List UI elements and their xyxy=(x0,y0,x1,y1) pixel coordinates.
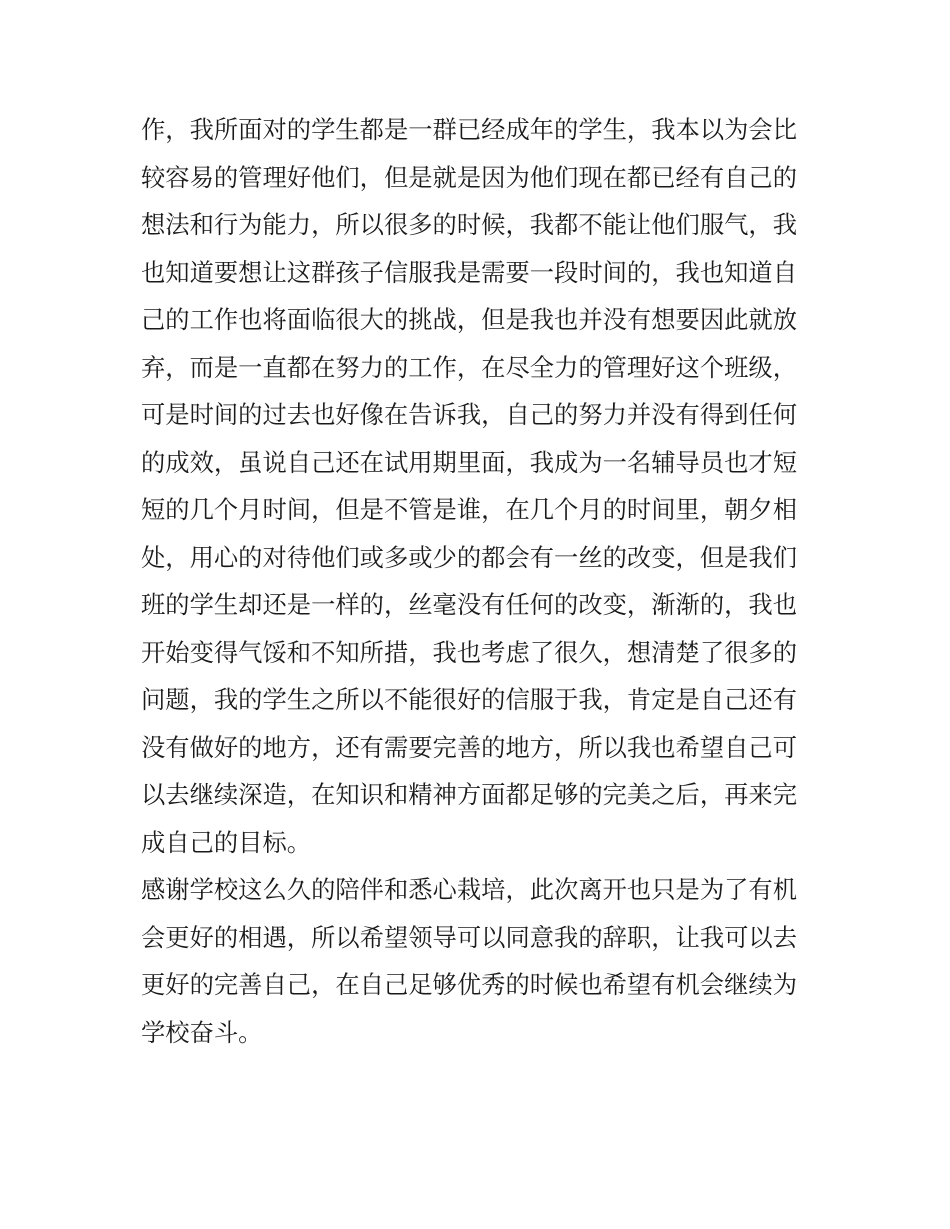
text-line: 弃，而是一直都在努力的工作，在尽全力的管理好这个班级， xyxy=(141,352,798,382)
text-line: 短的几个月时间，但是不管是谁，在几个月的时间里，朝夕相 xyxy=(141,495,798,524)
text-line: 可是时间的过去也好像在告诉我，自己的努力并没有得到任何 xyxy=(141,400,798,429)
text-line: 问题，我的学生之所以不能很好的信服于我，肯定是自己还有 xyxy=(141,685,798,714)
text-line: 班的学生却还是一样的，丝毫没有任何的改变，渐渐的，我也 xyxy=(141,590,798,619)
text-line: 学校奋斗。 xyxy=(141,1017,263,1047)
text-line: 较容易的管理好他们，但是就是因为他们现在都已经有自己的 xyxy=(141,162,798,192)
text-line: 想法和行为能力，所以很多的时候，我都不能让他们服气，我 xyxy=(141,210,798,239)
text-line: 以去继续深造，在知识和精神方面都足够的完美之后，再来完 xyxy=(141,780,798,809)
text-line: 己的工作也将面临很大的挑战，但是我也并没有想要因此就放 xyxy=(141,305,798,334)
text-line: 也知道要想让这群孩子信服我是需要一段时间的，我也知道自 xyxy=(141,257,798,287)
text-line: 处，用心的对待他们或多或少的都会有一丝的改变，但是我们 xyxy=(141,542,798,572)
paragraph-2 xyxy=(141,866,821,1056)
text-line: 的成效，虽说自己还在试用期里面，我成为一名辅导员也才短 xyxy=(141,447,798,477)
paragraph-1 xyxy=(141,106,821,866)
text-line: 开始变得气馁和不知所措，我也考虑了很久，想清楚了很多的 xyxy=(141,637,798,667)
letter-body xyxy=(141,106,821,1056)
text-line: 没有做好的地方，还有需要完善的地方，所以我也希望自己可 xyxy=(141,732,798,762)
text-line: 感谢学校这么久的陪伴和悉心栽培，此次离开也只是为了有机 xyxy=(141,875,798,904)
text-line: 成自己的目标。 xyxy=(141,827,312,857)
text-line: 作，我所面对的学生都是一群已经成年的学生，我本以为会比 xyxy=(141,115,798,144)
text-line: 会更好的相遇，所以希望领导可以同意我的辞职，让我可以去 xyxy=(141,922,798,952)
text-line: 更好的完善自己，在自己足够优秀的时候也希望有机会继续为 xyxy=(141,970,798,999)
